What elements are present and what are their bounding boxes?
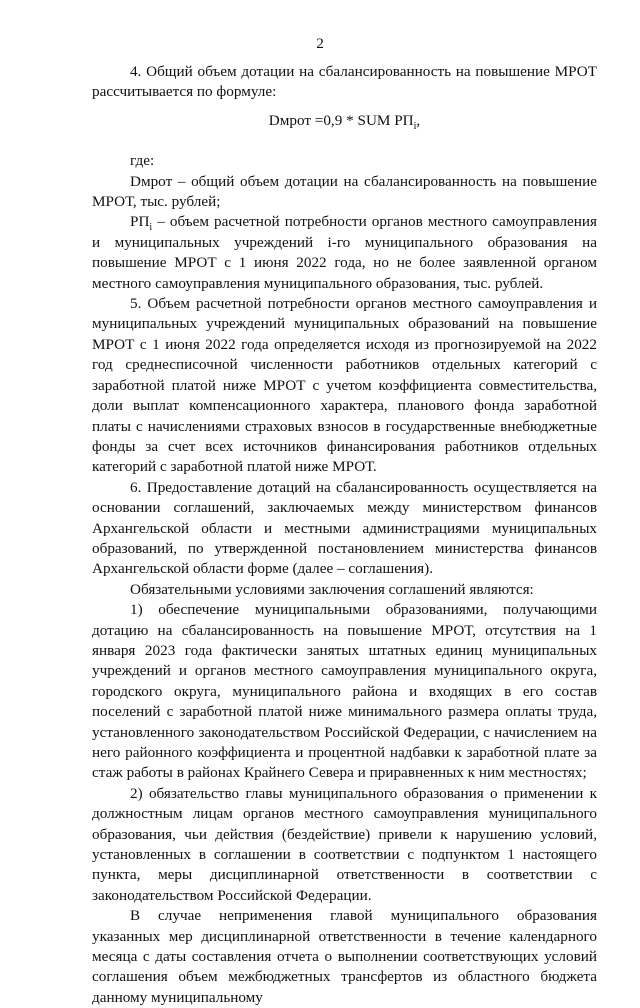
document-body (92, 62, 597, 1008)
rp-subscript: i (149, 222, 153, 234)
paragraph-4: 4. Общий объем дотации на сбалансированность на повышение МРОТ рассчитывается по формуле: (92, 63, 597, 101)
definition-d: Dмрот – общий объем дотации на сбалансированность на повышение МРОТ, тыс. рублей; (92, 172, 597, 211)
paragraph-5: 5. Объем расчетной потребности органов местного самоуправления и муниципальных учреждений муниципальных образований на повышение МРОТ с 1 июня 2022 года определяется исходя из прогнозируемой на 2022 год среднесписочной численности работников отдельных категорий с заработной платой ниже МРОТ с учетом коэффициента совместительства, доли выплат компенсационного характера, планового фонда заработной платы с начислениями страховых взносов в государственные внебюджетные фонды за счет всех источников финансирования работников отдельных категорий с заработной платой ниже МРОТ. (92, 295, 597, 476)
formula-subscript: i (413, 120, 417, 132)
formula (92, 111, 597, 131)
paragraph-last: В случае неприменения главой муниципального образования указанных мер дисциплинарной ответственности в течение календарного месяца с даты составления отчета о выполнении соответствующих условий соглашения объем межбюджетных трансфертов из областного бюджета данному муниципальному (92, 907, 597, 1006)
where-label: где: (130, 152, 155, 170)
condition-2: 2) обязательство главы муниципального образования о применении к должностным лицам органов местного самоуправления муниципального образования, чьи действия (бездействие) привели к нарушению условий, установленных в соглашении в соответствии с подпунктом 1 настоящего пункта, меры дисциплинарной ответственности в соответствии с законодательством Российской Федерации. (92, 784, 597, 904)
conditions-intro: Обязательными условиями заключения соглашений являются: (130, 580, 534, 598)
rp-lead: РП (130, 213, 150, 231)
paragraph-6: 6. Предоставление дотаций на сбалансированность осуществляется на основании соглашений, заключаемых между министерством финансов Архангельской области и местными администрациями муниципальных образований, по утвержденной постановлением министерства финансов Архангельской области форме (далее – соглашения). (92, 478, 597, 578)
condition-1: 1) обеспечение муниципальными образованиями, получающими дотацию на сбалансированность на повышение МРОТ, отсутствия на 1 января 2023 года фактически занятых штатных единиц муниципальных учреждений и органов местного самоуправления муниципального округа, городского округа, муниципального района и входящих в его состав поселений с заработной платой ниже минимального размера оплаты труда, установленного законодательством Российской Федерации, с начислением на него районного коэффициента и процентной надбавки к заработной плате за стаж работы в районах Крайнего Севера и приравненных к ним местностях; (92, 601, 597, 782)
formula-main: Dмрот =0,9 * SUM РП (268, 111, 414, 129)
page-number: 2 (316, 35, 324, 52)
rp-definition-text: – объем расчетной потребности органов местного самоуправления и муниципальных учреждений i-го муниципального образования на повышение МРОТ с 1 июня 2022 года, но не более заявленной органом местного самоуправления муниципального образования, тыс. рублей. (92, 213, 597, 292)
spacer (92, 141, 597, 151)
formula-tail: , (416, 111, 421, 129)
definition-rp (92, 212, 597, 294)
